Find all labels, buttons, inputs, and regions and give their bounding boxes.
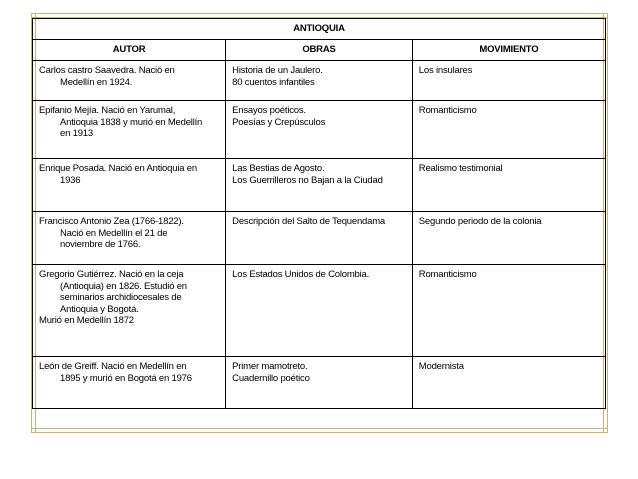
table-row [33,61,606,101]
obra-line: Las Bestias de Agosto. [232,163,325,174]
autor-line: en 1913 [60,128,93,139]
table-row [33,357,606,409]
autor-line: León de Greiff. Nació en Medellín en [39,361,187,372]
obra-line: Poesías y Crepúsculos [232,116,326,128]
obra-line: Descripción del Salto de Tequendama [232,216,386,227]
autor-line: Gregorio Gutiérrez. Nació en la ceja [39,269,184,280]
table-row [33,101,606,159]
table-header-row [33,40,606,61]
cell-movimiento: Romanticismo [412,101,605,159]
cell-autor [33,159,226,212]
autor-line: Antioquia 1838 y murió en Medellín [60,116,203,128]
obra-line: Cuadernillo poético [232,372,310,384]
header-obras: OBRAS [226,40,413,61]
header-movimiento: MOVIMIENTO [412,40,605,61]
autor-line: (Antioquia) en 1826. Estudió en [60,280,187,292]
cell-movimiento: Realismo testimonial [412,159,605,212]
autor-line: Enrique Posada. Nació en Antioquia en [39,163,197,174]
authors-table [32,18,606,409]
autor-line: 1895 y murió en Bogotá en 1976 [60,372,192,384]
cell-autor [33,357,226,409]
autor-line: Francisco Antonio Zea (1766-1822). [39,216,184,227]
autor-line: Medellín en 1924. [60,76,133,88]
table-row [33,212,606,265]
table-title-row [33,19,606,40]
table-title: ANTIOQUIA [33,19,606,40]
obra-line: Los Guerrilleros no Bajan a la Ciudad [232,174,383,186]
obra-line: Historia de un Jaulero. [232,65,323,76]
obra-line: Los Estados Unidos de Colombia. [232,269,370,280]
cell-obras [226,101,413,159]
autor-line: Murió en Medellín 1872 [39,315,134,326]
autor-line: seminarios archidiocesales de [60,292,182,303]
obra-line: Ensayos poéticos. [232,105,306,116]
cell-obras [226,212,413,265]
autor-line: noviembre de 1766. [60,239,141,250]
autor-line: Carlos castro Saavedra. Nació en [39,65,175,76]
obra-line: Primer mamotreto. [232,361,308,372]
cell-movimiento: Los insulares [412,61,605,101]
cell-obras [226,357,413,409]
autor-line: Epifanio Mejía. Nació en Yarumal, [39,105,176,116]
cell-autor [33,212,226,265]
cell-autor [33,265,226,357]
autor-line: Nació en Medellín el 21 de [60,227,168,239]
cell-movimiento: Modernista [412,357,605,409]
autor-line: 1936 [60,174,81,186]
cell-obras [226,265,413,357]
table-row [33,265,606,357]
autor-line: Antioquia y Bogotá. [60,303,139,315]
header-autor: AUTOR [33,40,226,61]
cell-obras [226,61,413,101]
table-row [33,159,606,212]
bottom-border-rule [31,428,608,433]
cell-autor [33,101,226,159]
cell-obras [226,159,413,212]
cell-autor [33,61,226,101]
obra-line: 80 cuentos infantiles [232,76,315,88]
cell-movimiento: Romanticismo [412,265,605,357]
cell-movimiento: Segundo periodo de la colonia [412,212,605,265]
